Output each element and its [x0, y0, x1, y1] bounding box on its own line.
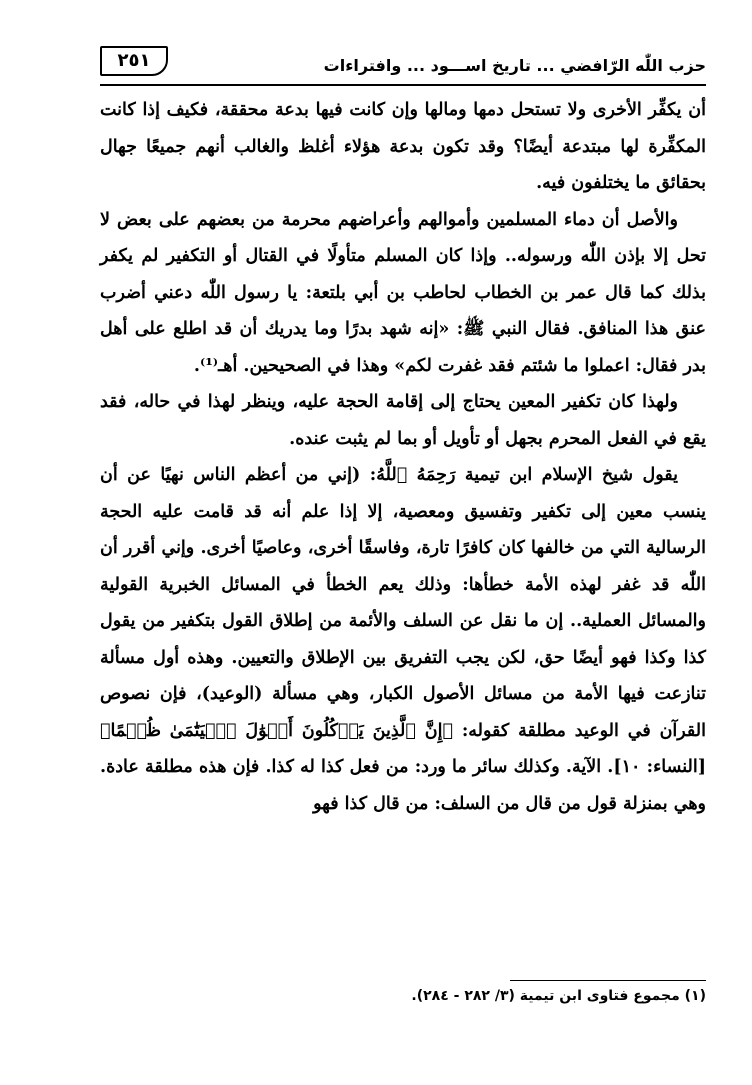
header-rule [100, 84, 706, 86]
quran-verse: ﴿إِنَّ ٱلَّذِينَ يَأۡكُلُونَ أَمۡوَٰلَ ٱلۡيَتَٰمَىٰ ظُلۡمًا﴾ [100, 720, 453, 741]
paragraph-4-end: [النساء: ١٠]. الآية. وكذلك سائر ما ورد: من فعل كذا له كذا. فإن هذه مطلقة عادة. وهي بمنزلة قول من قال من السلف: من قال كذا فهو [100, 757, 706, 814]
paragraph-1: أن يكفِّر الأخرى ولا تستحل دمها ومالها وإن كانت فيها بدعة محققة، فكيف إذا كانت المكفِّرة لها مبتدعة أيضًا؟ وقد تكون بدعة هؤلاء أغلظ والغالب أنهم جميعًا جهال بحقائق ما يختلفون فيه. [100, 100, 706, 193]
paragraph-4-main: يقول شيخ الإسلام ابن تيمية رَحِمَهُ ٱللَّهُ: (إني من أعظم الناس نهيًا عن أن ينسب معين إلى تكفير وتفسيق ومعصية، إلا إذا علم أنه قد قامت عليه الحجة الرسالية التي من خالفها كان كافرًا تارة، وفاسقًا أخرى، وعاصيًا أخرى. وإني أقرر أن اللّٰه قد غفر لهذه الأمة خطأها: وذلك يعم الخطأ في المسائل الخبرية القولية والمسائل العملية.. إن ما نقل عن السلف والأئمة من إطلاق القول بتكفير من يقول كذا وكذا فهو أيضًا حق، لكن يجب التفريق بين الإطلاق والتعيين. وهذه أول مسألة تنازعت فيها الأمة من مسائل الأصول الكبار، وهي مسألة (الوعيد)، فإن نصوص القرآن في الوعيد مطلقة كقوله: [100, 465, 706, 741]
footnote: (١) مجموع فتاوى ابن تيمية (٣/ ٢٨٢ - ٢٨٤). [411, 988, 706, 1004]
paragraph-3: ولهذا كان تكفير المعين يحتاج إلى إقامة الحجة عليه، وينظر لهذا في حاله، فقد يقع في الفعل المحرم بجهل أو تأويل أو بما لم يثبت عنده. [100, 392, 706, 449]
paragraph-2: والأصل أن دماء المسلمين وأموالهم وأعراضهم محرمة من بعضهم على بعض لا تحل إلا بإذن اللّٰه ورسوله.. وإذا كان المسلم متأولًا في القتال أو التكفير لم يكفر بذلك كما قال عمر بن الخطاب لحاطب بن أبي بلتعة: يا رسول اللّٰه دعني أضرب عنق هذا المنافق. فقال النبي ﷺ: «إنه شهد بدرًا وما يدريك أن قد اطلع على أهل بدر فقال: اعملوا ما شئتم فقد غفرت لكم» وهذا في الصحيحين. أهـ⁽¹⁾. [100, 209, 706, 376]
page-number-box [100, 46, 168, 76]
body-text [100, 92, 706, 822]
paragraph-4 [100, 457, 706, 822]
page-number: ٢٥١ [117, 50, 151, 71]
running-header [100, 42, 706, 82]
footnote-rule [510, 980, 706, 981]
header-title: حزب اللّٰه الرّافضي ... تاريخ اســـود ... وافتراءات [323, 56, 706, 75]
